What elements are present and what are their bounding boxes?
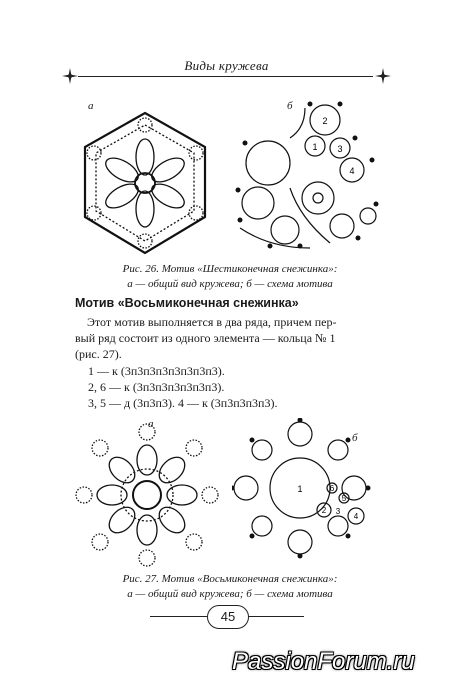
fig27-caption-line1: Рис. 27. Мотив «Восьмиконечная снежинка»: [122,573,338,585]
watermark: PassionForum.ru [232,648,415,675]
fig27-number-1: 1 [297,484,303,494]
fig27-number-2: 2 [321,506,327,515]
fig27-number-5: 5 [341,494,347,503]
fig26-number-1: 1 [312,142,318,152]
section-heading: Мотив «Восьмиконечная снежинка» [75,296,299,310]
paragraph-line2: вый ряд состоит из одного элемента — кольца № 1 [75,331,336,345]
footer-rule-right [247,616,304,617]
fig27-number-4: 4 [353,512,359,521]
fig27-label-b: б [352,432,358,444]
step-line-3: 3, 5 — д (3п3п3). 4 — к (3п3п3п3п3). [88,396,278,410]
running-header-title: Виды кружева [184,58,269,73]
fig27-lace-illustration [72,420,222,570]
fig26-caption-line2: а — общий вид кружева; б — схема мотива [127,278,333,290]
footer-rule-left [150,616,207,617]
fig26-number-4: 4 [349,166,355,176]
fig26-label-a: а [88,100,94,112]
fig26-number-3: 3 [337,144,343,154]
fig26-caption-line1: Рис. 26. Мотив «Шестиконечная снежинка»: [122,263,338,275]
fig26-number-2: 2 [322,116,328,126]
fig27-scheme-diagram [232,418,382,570]
paragraph-line3: (рис. 27). [75,347,122,361]
step-line-1: 1 — к (3п3п3п3п3п3п3п3). [88,364,225,378]
header-ornament-left-icon [62,68,78,84]
fig27-number-6: 6 [329,484,335,493]
paragraph-line1: Этот мотив выполняется в два ряда, причем пер- [87,315,337,329]
fig26-scheme-diagram [230,98,380,258]
fig27-label-a: а [148,418,154,430]
header-rule [78,76,373,77]
fig27-number-3: 3 [335,507,341,516]
step-line-2: 2, 6 — к (3п3п3п3п3п3п3). [88,380,225,394]
header-ornament-right-icon [375,68,391,84]
fig26-lace-illustration [70,105,220,265]
page-number: 45 [207,605,249,629]
fig27-caption-line2: а — общий вид кружева; б — схема мотива [127,588,333,600]
fig26-label-b: б [287,100,293,112]
